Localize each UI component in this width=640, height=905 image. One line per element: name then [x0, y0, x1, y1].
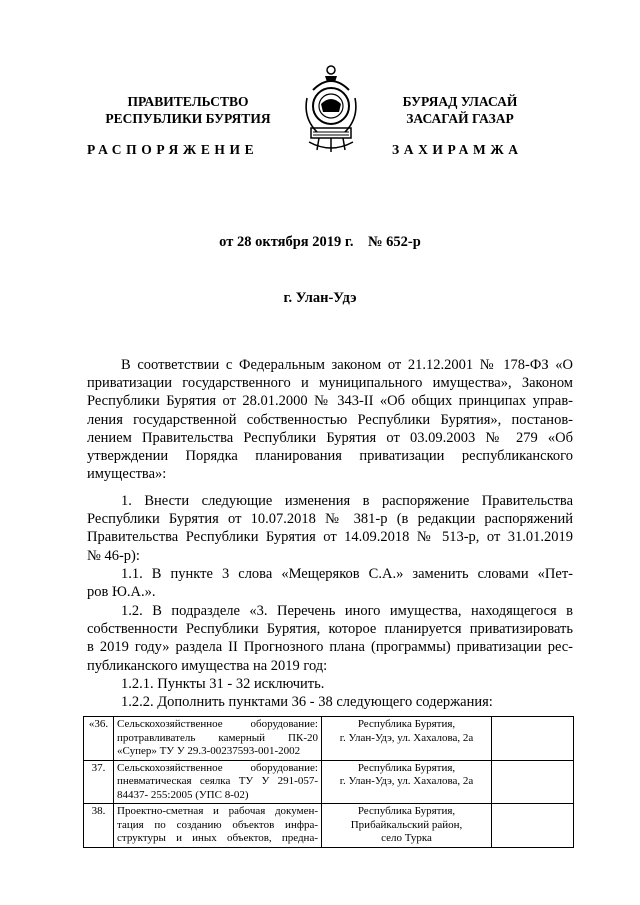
emblem-icon [299, 62, 363, 154]
item-1-2-line: публиканского имущества на 2019 год: [87, 657, 328, 674]
item-1-2-2 [87, 693, 573, 711]
header-left-org [103, 93, 273, 127]
header-right-line2: ЗАСАГАЙ ГАЗАР [406, 111, 514, 126]
date-number: от 28 октября 2019 г. № 652-р [219, 234, 421, 250]
row-number: 37. [84, 760, 114, 804]
item-1-1-line: ров Ю.А.». [87, 584, 156, 601]
doc-type-left: РАСПОРЯЖЕНИЕ [87, 142, 259, 157]
preamble-line: имущества»: [87, 466, 167, 483]
preamble-line: лением Правительства Республики Бурятия от 03.09.2003 № 279 «Об [87, 429, 573, 446]
row-description [114, 760, 322, 804]
row-number: «36. [84, 717, 114, 761]
item-1-line: 1. Внести следующие изменения в распоряжение Правительства [121, 493, 573, 509]
desc-line: пневматическая сеялка ТУ У 291-057- [117, 775, 318, 787]
loc-line: г. Улан-Удэ, ул. Хахалова, 2а [339, 775, 474, 787]
row-empty-cell [492, 717, 574, 761]
loc-line: г. Улан-Удэ, ул. Хахалова, 2а [339, 731, 474, 744]
header-right-org [380, 93, 540, 127]
desc-line: Сельскохозяйственное оборудование: [117, 761, 318, 774]
desc-line: протравливатель камерный ПК-20 [117, 731, 318, 744]
header-left-line2: РЕСПУБЛИКИ БУРЯТИЯ [105, 111, 271, 126]
item-1 [87, 492, 573, 565]
item-1-line: № 46-р): [87, 547, 140, 564]
item-1-2-1 [87, 675, 573, 693]
row-description [114, 717, 322, 761]
desc-line: тация по созданию объектов инфра- [117, 818, 318, 831]
item-1-2 [87, 602, 573, 675]
item-1-line: Правительства Республики Бурятия от 14.09.2018 № 513-р, от 31.01.2019 [87, 529, 573, 546]
desc-line: 84437- 255:2005 (УПС 8-02) [117, 788, 249, 801]
row-number: 38. [84, 804, 114, 848]
desc-line: «Супер» ТУ У 29.3-00237593-001-2002 [117, 745, 301, 757]
preamble [87, 356, 573, 483]
desc-line: Проектно-сметная и рабочая докумен- [117, 805, 318, 817]
loc-line: Республика Бурятия, [357, 761, 456, 774]
row-empty-cell [492, 804, 574, 848]
doc-type-right: ЗАХИРАМЖА [392, 142, 523, 157]
desc-line: Сельскохозяйственное оборудование: [117, 718, 318, 730]
loc-line: Республика Бурятия, [357, 718, 456, 730]
preamble-line: приватизации государственного и муниципального имущества», Законом [87, 375, 573, 392]
item-1-2-line: в 2019 году» раздела II Прогнозного плана (программы) приватизации рес- [87, 639, 573, 656]
item-1-2-line: 1.2. В подразделе «3. Перечень иного имущества, находящегося в [121, 603, 573, 619]
item-1-1-line: 1.1. В пункте 3 слова «Мещеряков С.А.» заменить словами «Пет- [121, 566, 573, 582]
loc-line: Прибайкальский район, [350, 818, 463, 831]
item-1-2-2-text: 1.2.2. Дополнить пунктами 36 - 38 следующего содержания: [121, 694, 493, 710]
table-row [84, 804, 574, 848]
preamble-line: ления государственной собственностью Республики Бурятия», постанов- [87, 411, 573, 428]
loc-line: Республика Бурятия, [357, 805, 456, 817]
coat-of-arms-emblem [299, 62, 363, 154]
row-location [322, 804, 492, 848]
row-description [114, 804, 322, 848]
item-1-2-line: собственности Республики Бурятия, которое планируется приватизировать [87, 621, 573, 638]
header-right-line1: БУРЯАД УЛАСАЙ [402, 94, 518, 109]
preamble-line: утверждении Порядка планирования приватизации республиканского [87, 448, 573, 465]
item-1-1 [87, 565, 573, 601]
header-left-line1: ПРАВИТЕЛЬСТВО [127, 94, 249, 109]
row-empty-cell [492, 760, 574, 804]
item-1-2-1-text: 1.2.1. Пункты 31 - 32 исключить. [121, 676, 325, 692]
preamble-line: Республики Бурятия от 28.01.2000 № 343-II «Об общих принципах управ- [87, 393, 573, 410]
table-row [84, 760, 574, 804]
desc-line: структуры и иных объектов, предна- [117, 832, 318, 844]
items-table [83, 716, 574, 848]
loc-line: село Турка [381, 832, 432, 844]
city: г. Улан-Удэ [283, 290, 357, 306]
row-location [322, 760, 492, 804]
row-location [322, 717, 492, 761]
preamble-line: В соответствии с Федеральным законом от 21.12.2001 № 178-ФЗ «О [121, 357, 573, 373]
table-row [84, 717, 574, 761]
item-1-line: Республики Бурятия от 10.07.2018 № 381-р (в редакции распоряжений [87, 511, 573, 528]
